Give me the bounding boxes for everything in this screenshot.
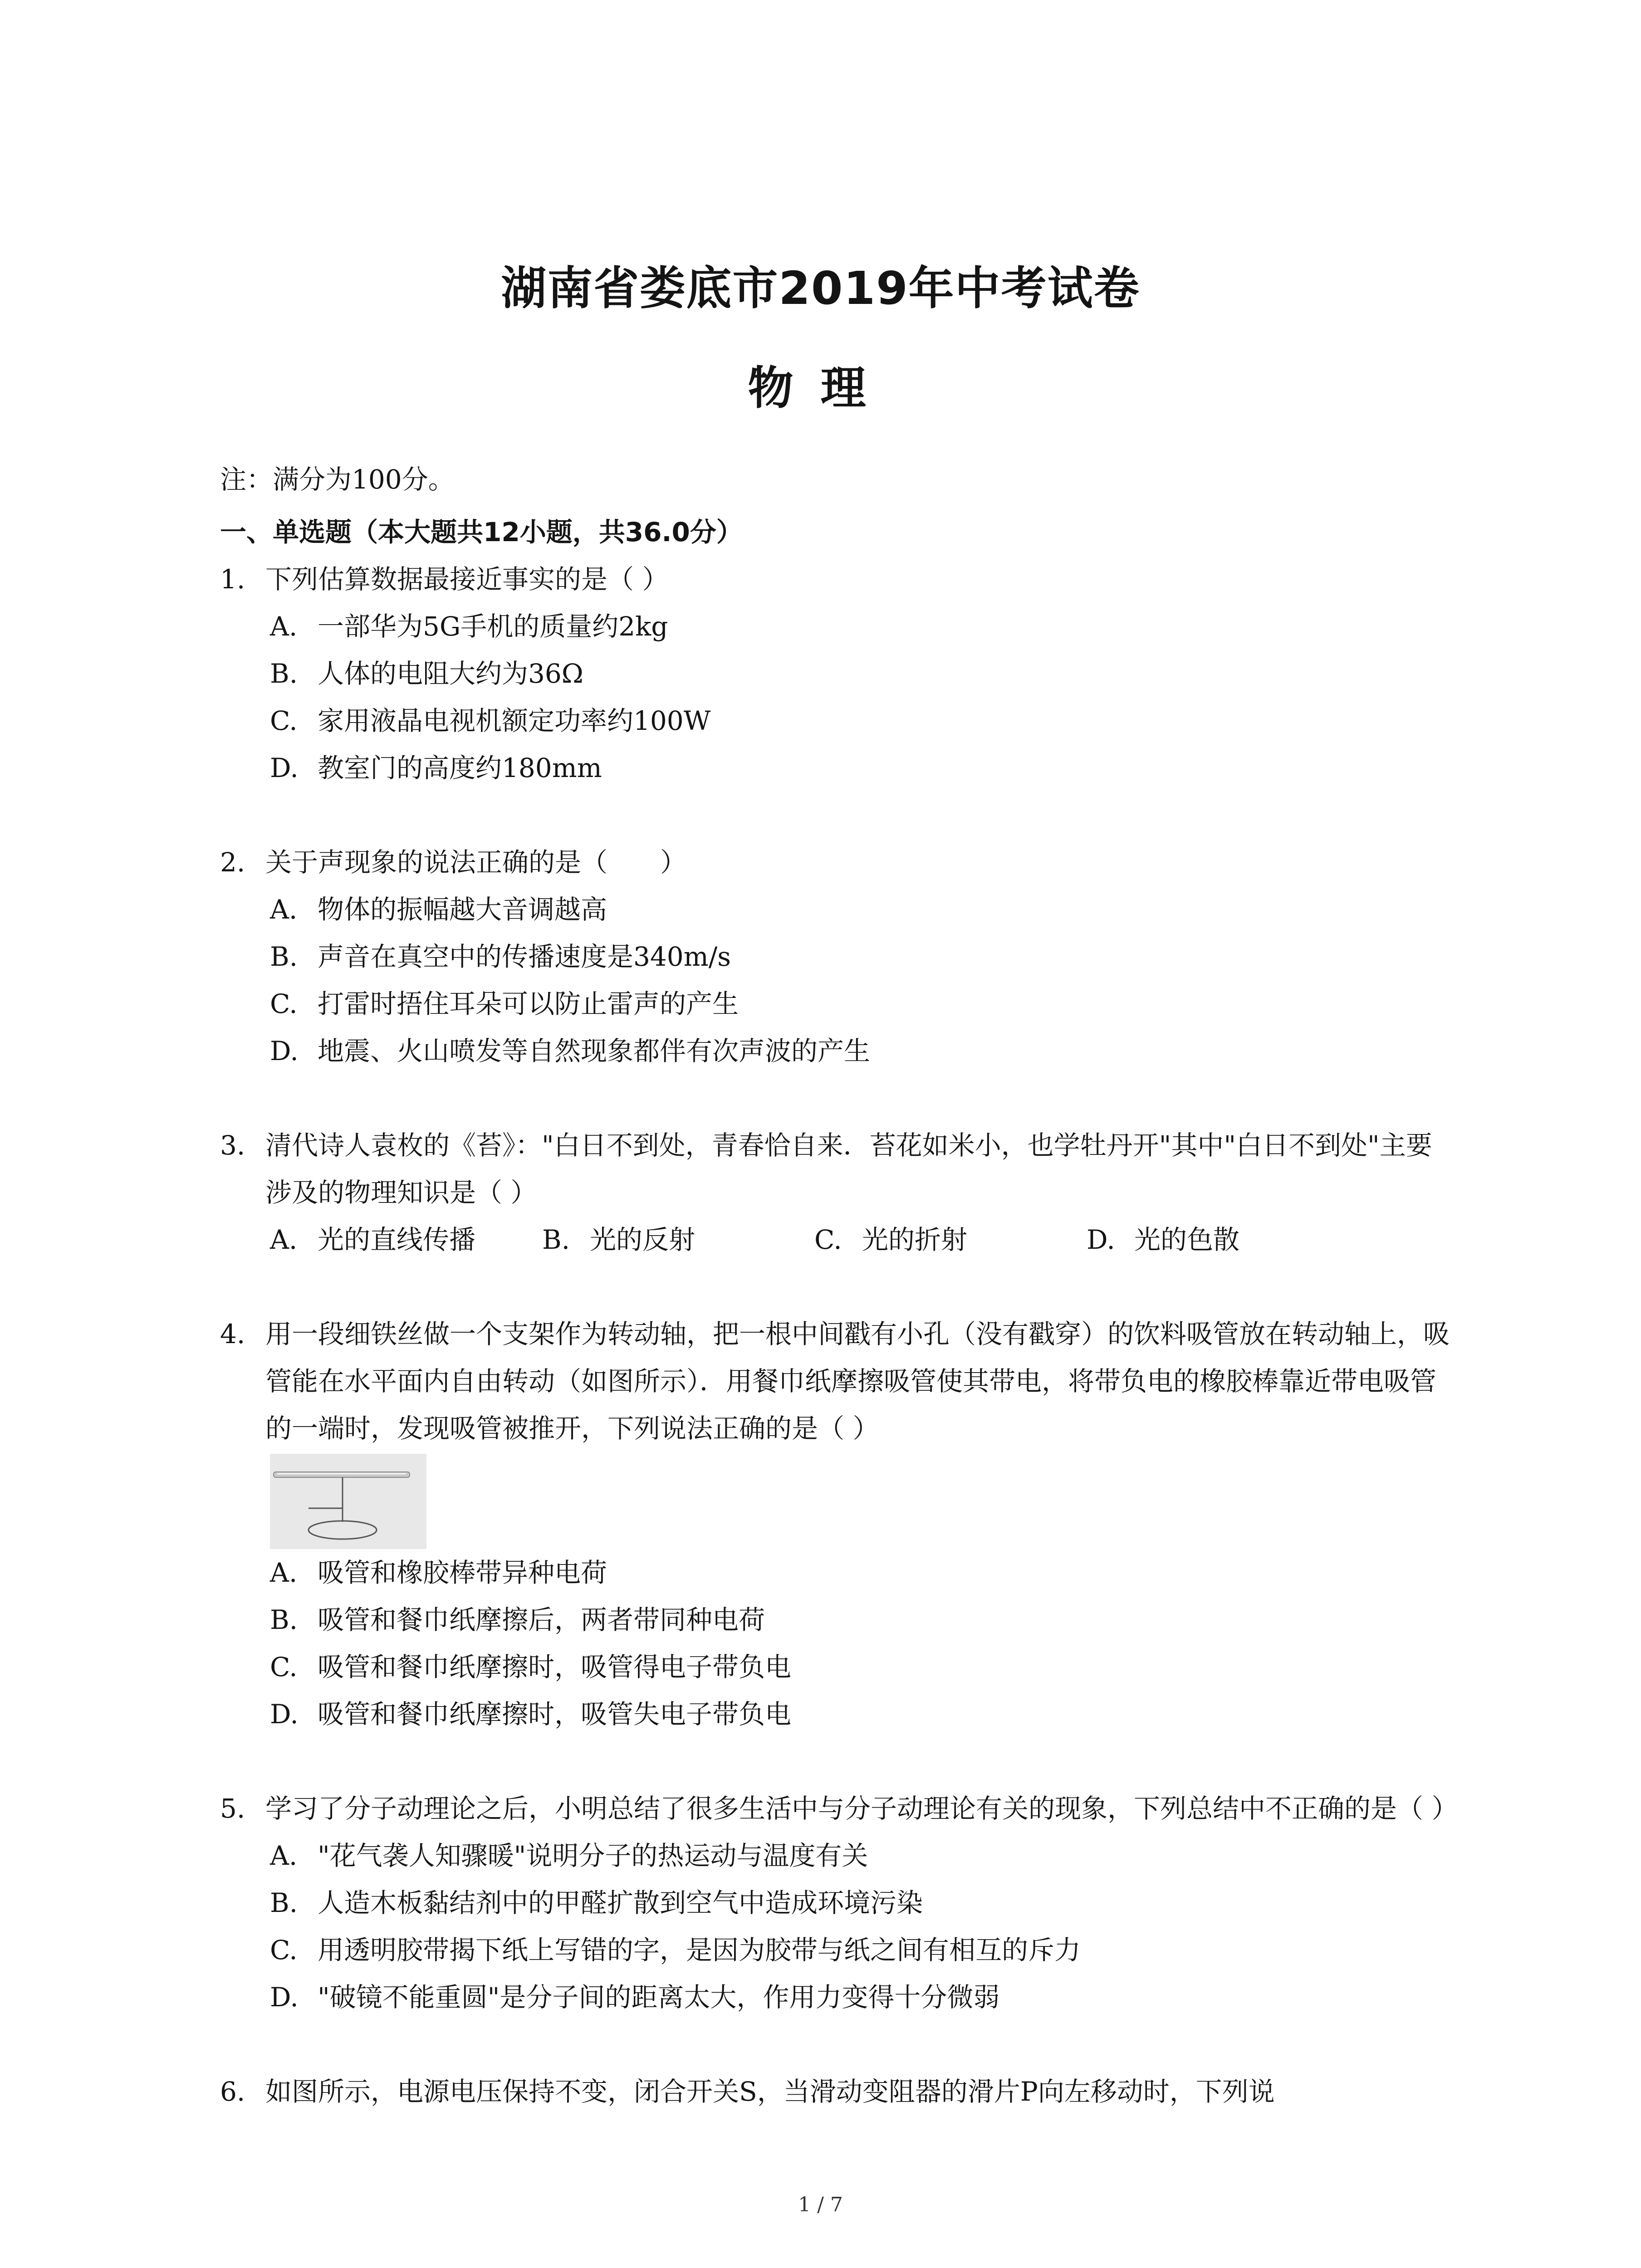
straw-on-wire-stand-illustration — [270, 1454, 426, 1549]
option-d — [220, 1974, 1454, 2021]
question-6 — [220, 2068, 1454, 2115]
option-a — [220, 1832, 1454, 1879]
option-letter: A. — [270, 1224, 298, 1255]
option-c — [220, 1926, 1454, 1974]
question-stem: 学习了分子动理论之后，小明总结了很多生活中与分子动理论有关的现象，下列总结中不正确的是（ ） — [265, 1793, 1458, 1824]
question-stem: 关于声现象的说法正确的是（ ） — [265, 847, 687, 878]
option-d — [220, 1027, 1454, 1075]
option-text: 吸管和餐巾纸摩擦时，吸管得电子带负电 — [318, 1652, 792, 1682]
question-2 — [220, 839, 1454, 1075]
option-b — [542, 1216, 814, 1263]
question-stem: 用一段细铁丝做一个支架作为转动轴，把一根中间戳有小孔（没有戳穿）的饮料吸管放在转动轴上，吸管能在水平面内自由转动（如图所示）．用餐巾纸摩擦吸管使其带电，将带负电的橡胶棒靠近带电吸管的一端时，发现吸管被推开，下列说法正确的是（ ） — [265, 1319, 1450, 1444]
question-number: 1. — [220, 564, 245, 595]
option-c — [220, 697, 1454, 744]
option-text: 光的反射 — [590, 1224, 696, 1255]
option-text: 人造木板黏结剂中的甲醛扩散到空气中造成环境污染 — [318, 1887, 923, 1918]
question-stem: 下列估算数据最接近事实的是（ ） — [265, 564, 669, 595]
option-letter: A. — [270, 1840, 298, 1871]
option-text: "花气袭人知骤暖"说明分子的热运动与温度有关 — [318, 1840, 868, 1871]
question-4 — [220, 1310, 1454, 1738]
option-c — [220, 1643, 1454, 1691]
question-5 — [220, 1785, 1458, 2021]
option-text: 声音在真空中的传播速度是340m/s — [318, 941, 731, 972]
question-stem: 清代诗人袁枚的《苔》："白日不到处，青春恰自来．苔花如米小，也学牡丹开"其中"白日不到处"主要涉及的物理知识是（ ） — [265, 1130, 1432, 1208]
straw-pivot-figure — [270, 1454, 426, 1549]
option-d — [220, 744, 1454, 792]
option-text: 光的色散 — [1134, 1224, 1240, 1255]
option-text: 一部华为5G手机的质量约2kg — [318, 611, 668, 642]
option-letter: C. — [814, 1224, 842, 1255]
option-text: 吸管和餐巾纸摩擦时，吸管失电子带负电 — [318, 1699, 792, 1730]
option-text: 吸管和餐巾纸摩擦后，两者带同种电荷 — [318, 1604, 765, 1635]
option-text: 光的折射 — [862, 1224, 968, 1255]
option-b — [220, 650, 1454, 697]
option-b — [220, 1596, 1454, 1643]
option-b — [220, 933, 1454, 980]
option-letter: A. — [270, 894, 298, 925]
option-text: 地震、火山喷发等自然现象都伴有次声波的产生 — [318, 1036, 871, 1066]
page-number: 1 / 7 — [798, 2193, 843, 2216]
option-a — [220, 1549, 1454, 1596]
score-note: 注：满分为100分。 — [220, 464, 455, 495]
question-1 — [220, 556, 1454, 792]
option-letter: C. — [270, 1652, 298, 1682]
option-text: "破镜不能重圆"是分子间的距离太大，作用力变得十分微弱 — [318, 1982, 1000, 2013]
question-number: 6. — [220, 2076, 245, 2107]
subject-title: 物理 — [748, 362, 893, 415]
option-letter: A. — [270, 611, 298, 642]
option-letter: B. — [270, 658, 298, 689]
option-letter: D. — [1087, 1224, 1115, 1255]
option-d — [220, 1691, 1454, 1738]
option-a — [220, 886, 1454, 933]
option-text: 用透明胶带揭下纸上写错的字，是因为胶带与纸之间有相互的斥力 — [318, 1935, 1081, 1965]
option-c — [220, 980, 1454, 1027]
option-text: 吸管和橡胶棒带异种电荷 — [318, 1557, 607, 1588]
option-letter: D. — [270, 1982, 299, 2013]
option-letter: B. — [270, 941, 298, 972]
option-text: 人体的电阻大约为36Ω — [318, 658, 583, 689]
option-text: 光的直线传播 — [318, 1224, 476, 1255]
option-letter: D. — [270, 1699, 299, 1730]
section-heading: 一、单选题（本大题共12小题，共36.0分） — [220, 517, 743, 547]
option-text: 物体的振幅越大音调越高 — [318, 894, 607, 925]
question-3 — [220, 1122, 1454, 1263]
option-letter: D. — [270, 753, 299, 783]
option-letter: D. — [270, 1036, 299, 1066]
exam-content — [220, 456, 1458, 2162]
option-d — [1087, 1216, 1239, 1263]
option-a — [270, 1216, 542, 1263]
question-number: 5. — [220, 1793, 245, 1824]
option-letter: C. — [270, 705, 298, 736]
options-row — [220, 1216, 1454, 1263]
question-number: 4. — [220, 1319, 245, 1349]
option-text: 打雷时捂住耳朵可以防止雷声的产生 — [318, 988, 739, 1019]
option-letter: B. — [542, 1224, 570, 1255]
option-letter: A. — [270, 1557, 298, 1588]
page-title: 湖南省娄底市2019年中考试卷 — [501, 262, 1140, 315]
question-stem: 如图所示，电源电压保持不变，闭合开关S，当滑动变阻器的滑片P向左移动时，下列说 — [265, 2076, 1275, 2107]
option-text: 家用液晶电视机额定功率约100W — [318, 705, 711, 736]
question-number: 2. — [220, 847, 245, 878]
question-number: 3. — [220, 1130, 245, 1161]
option-letter: B. — [270, 1604, 298, 1635]
option-a — [220, 603, 1454, 650]
option-letter: C. — [270, 988, 298, 1019]
option-text: 教室门的高度约180mm — [318, 753, 602, 783]
option-c — [814, 1216, 1087, 1263]
option-b — [220, 1879, 1454, 1926]
option-letter: B. — [270, 1887, 298, 1918]
option-letter: C. — [270, 1935, 298, 1965]
